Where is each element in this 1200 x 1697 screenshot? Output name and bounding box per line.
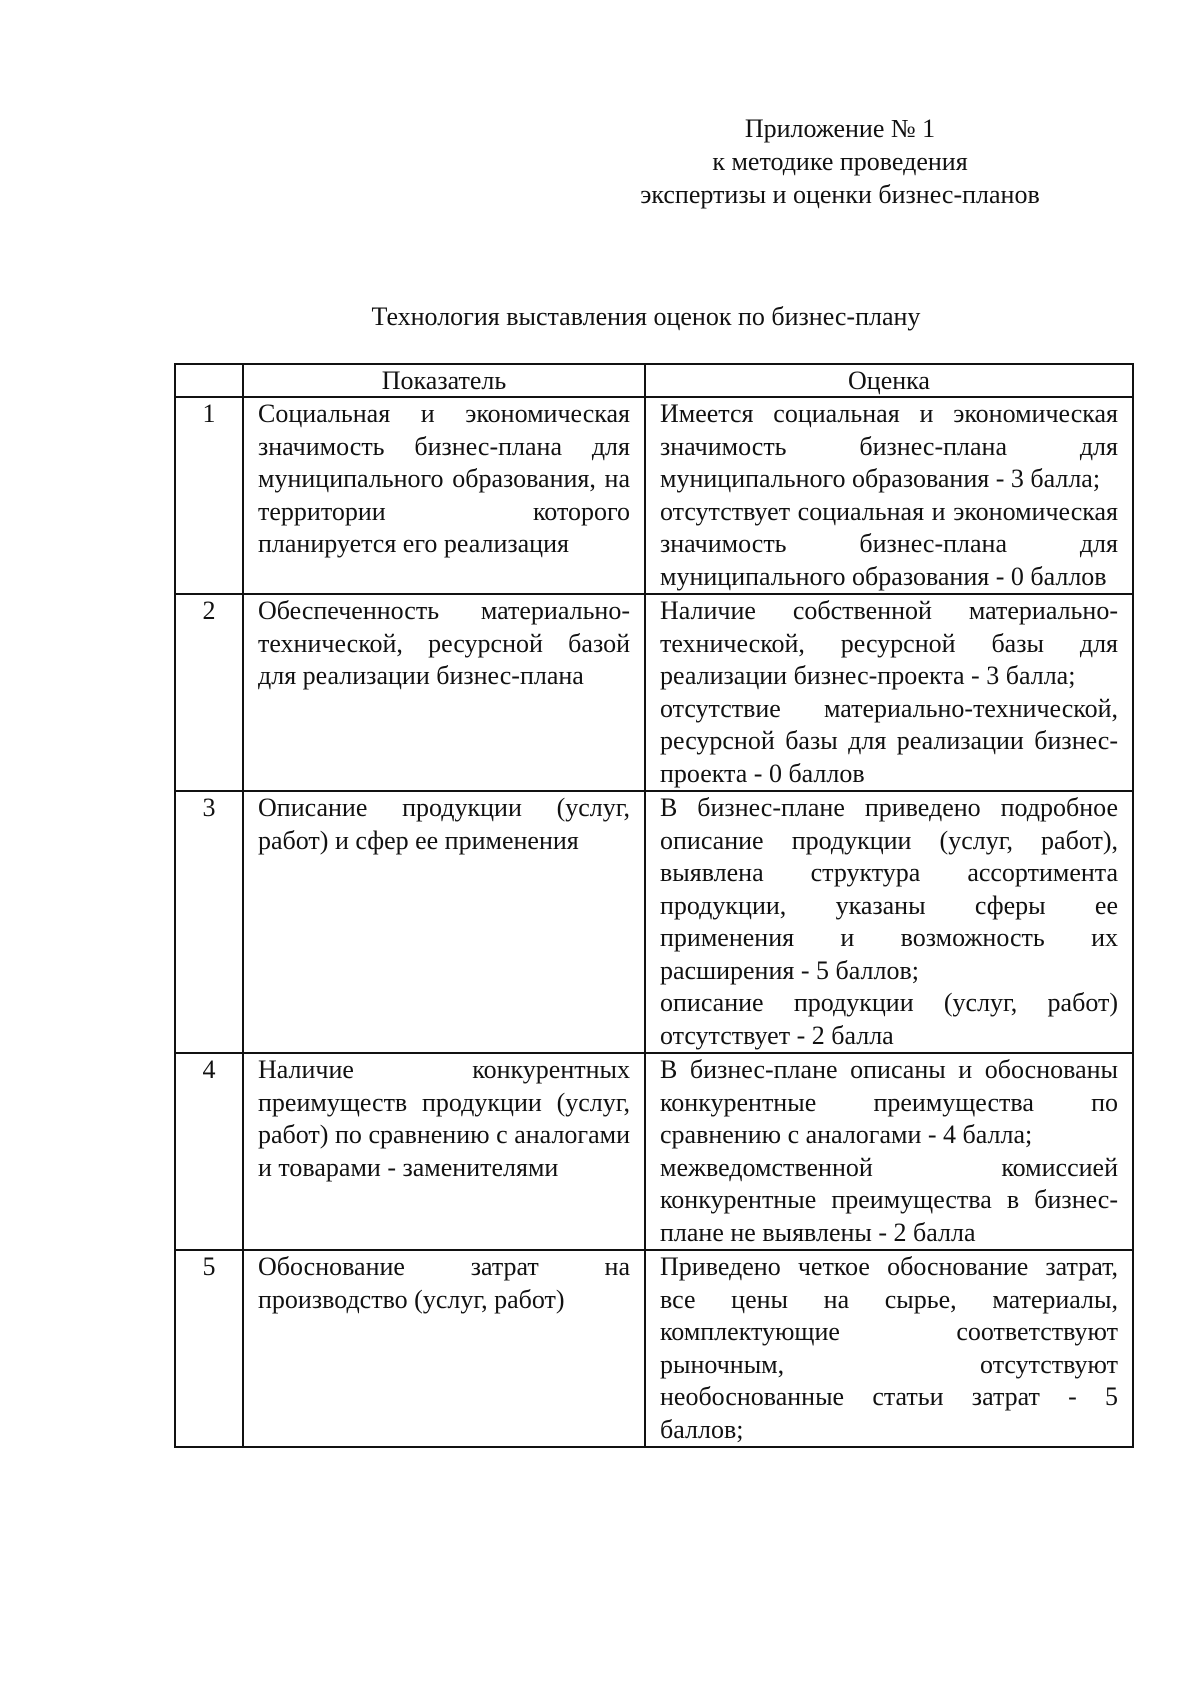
table-row	[175, 594, 1133, 791]
score-criterion: описание продукции (услуг, работ) отсутствует - 2 балла	[660, 988, 1118, 1050]
table-row	[175, 791, 1133, 1053]
score-criterion: Наличие собственной материально-технической, ресурсной базы для реализации бизнес-проекта - 3 балла;	[660, 596, 1118, 690]
header-number	[175, 364, 243, 397]
appendix-header	[600, 112, 1080, 211]
row-indicator: Описание продукции (услуг, работ) и сфер ее применения	[243, 791, 645, 1053]
score-criterion: отсутствует социальная и экономическая значимость бизнес-плана для муниципального образования - 0 баллов	[660, 496, 1118, 591]
appendix-reference: к методике проведения	[712, 147, 968, 176]
score-criterion: Имеется социальная и экономическая значимость бизнес-плана для муниципального образования - 3 балла;	[660, 399, 1118, 493]
score-criterion: отсутствие материально-технической, ресурсной базы для реализации бизнес-проекта - 0 баллов	[660, 693, 1118, 788]
row-score	[645, 791, 1133, 1053]
row-indicator: Обоснование затрат на производство (услуг, работ)	[243, 1250, 645, 1447]
row-number: 4	[175, 1053, 243, 1250]
scoring-table	[174, 363, 1134, 1448]
row-score	[645, 1250, 1133, 1447]
table-header-row	[175, 364, 1133, 397]
score-criterion: межведомственной комиссией конкурентные преимущества в бизнес-плане не выявлены - 2 балла	[660, 1152, 1118, 1247]
appendix-document: экспертизы и оценки бизнес-планов	[640, 180, 1040, 209]
row-score	[645, 397, 1133, 594]
row-score	[645, 594, 1133, 791]
row-number: 2	[175, 594, 243, 791]
header-score: Оценка	[645, 364, 1133, 397]
row-indicator: Наличие конкурентных преимуществ продукции (услуг, работ) по сравнению с аналогами и товарами - заменителями	[243, 1053, 645, 1250]
score-criterion: В бизнес-плане приведено подробное описание продукции (услуг, работ), выявлена структура ассортимента продукции, указаны сферы ее применения и возможность их расширения - 5 баллов;	[660, 793, 1118, 985]
appendix-number: Приложение № 1	[744, 114, 936, 143]
row-number: 5	[175, 1250, 243, 1447]
row-number: 1	[175, 397, 243, 594]
score-criterion: В бизнес-плане описаны и обоснованы конкурентные преимущества по сравнению с аналогами - 4 балла;	[660, 1055, 1118, 1149]
document-title: Технология выставления оценок по бизнес-плану	[371, 302, 921, 331]
row-indicator: Социальная и экономическая значимость бизнес-плана для муниципального образования, на территории которого планируется его реализация	[243, 397, 645, 594]
row-indicator: Обеспеченность материально-технической, ресурсной базой для реализации бизнес-плана	[243, 594, 645, 791]
table-row	[175, 1053, 1133, 1250]
score-criterion: Приведено четкое обоснование затрат, все цены на сырье, материалы, комплектующие соответствуют рыночным, отсутствуют необоснованные статьи затрат - 5 баллов;	[660, 1252, 1118, 1444]
table-row	[175, 397, 1133, 594]
header-indicator: Показатель	[243, 364, 645, 397]
row-score	[645, 1053, 1133, 1250]
table-row	[175, 1250, 1133, 1447]
row-number: 3	[175, 791, 243, 1053]
